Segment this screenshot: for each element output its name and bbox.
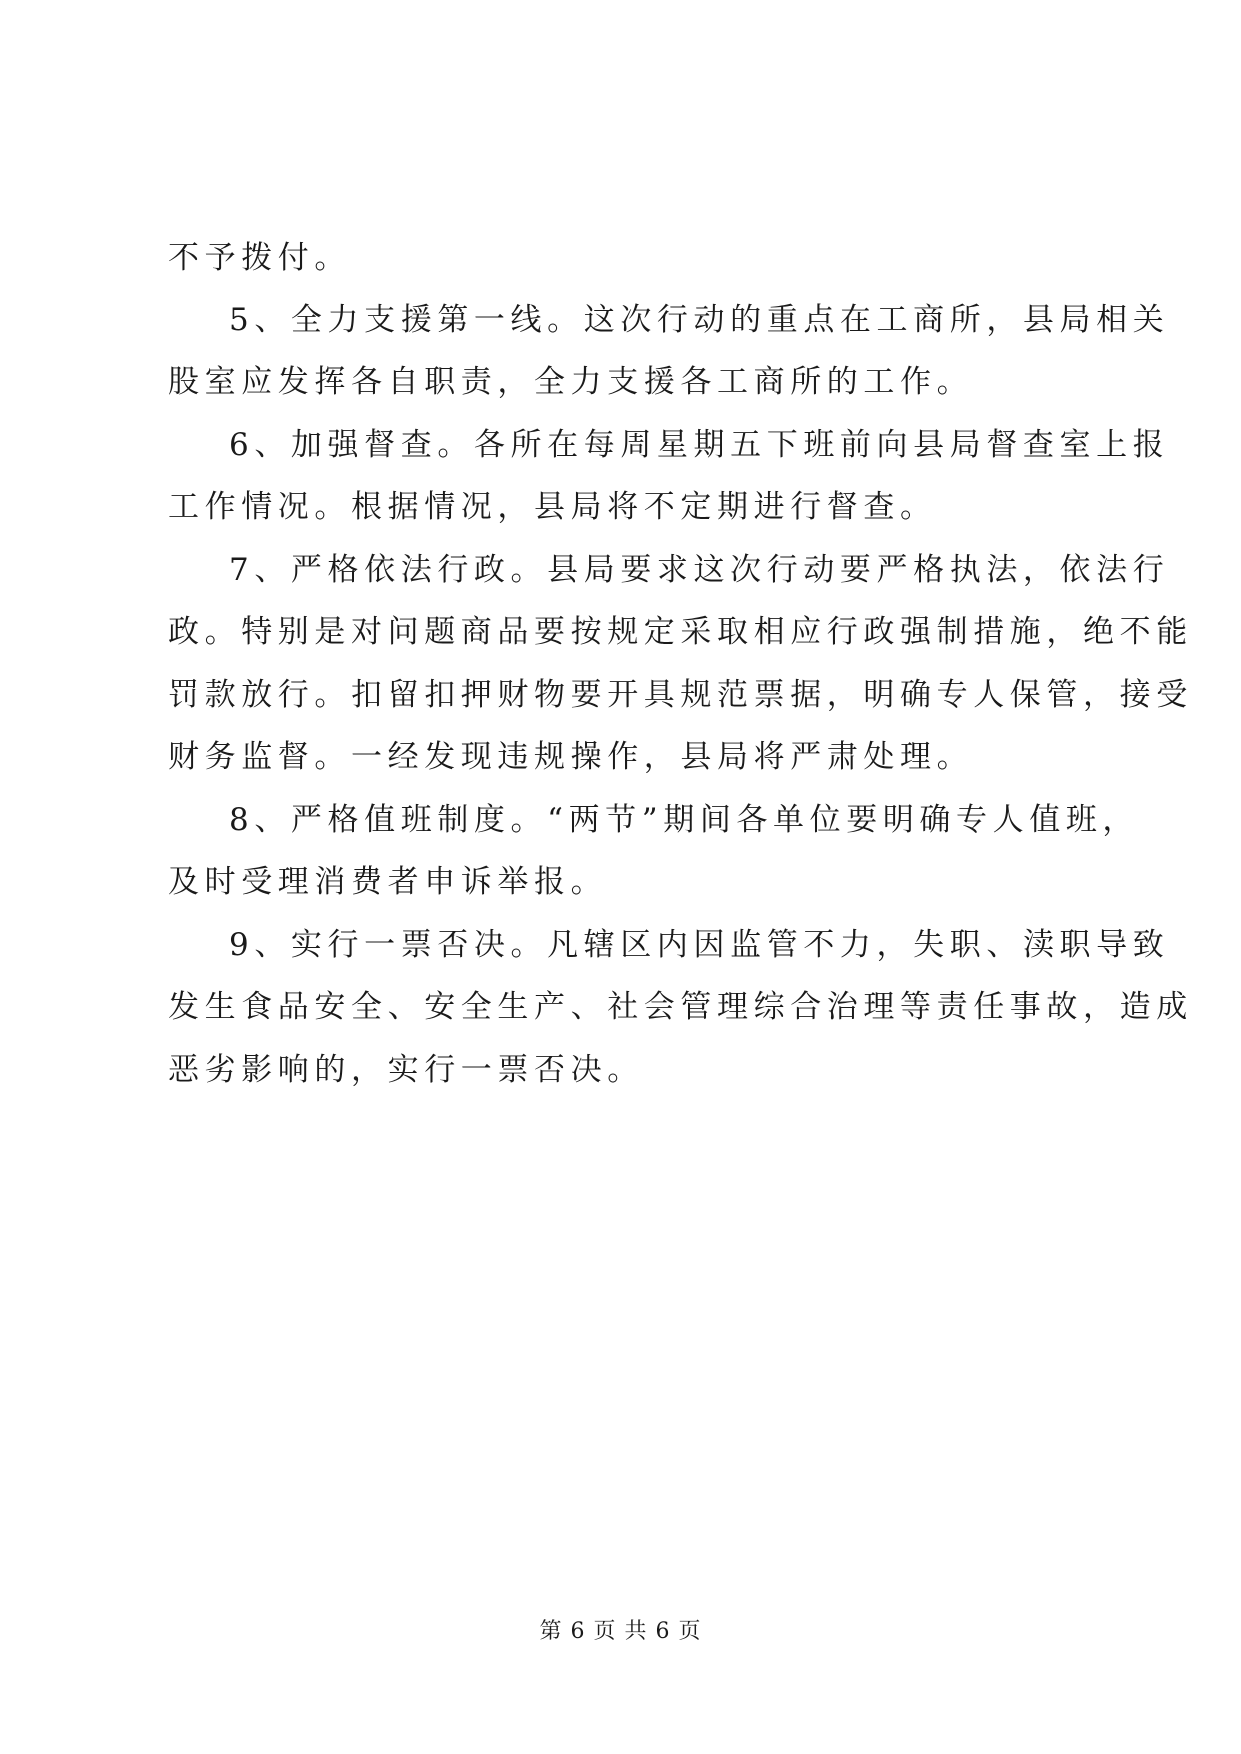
item-8-line-1: 8、严格值班制度。“两节”期间各单位要明确专人值班，: [229, 802, 1140, 838]
item-8-line-2: 及时受理消费者申诉举报。: [168, 864, 608, 900]
item-5-line-1: 5、全力支援第一线。这次行动的重点在工商所，县局相关: [229, 302, 1170, 338]
item-9-line-1: 9、实行一票否决。凡辖区内因监管不力，失职、渎职导致: [229, 927, 1170, 963]
item-9-line-2: 发生食品安全、安全生产、社会管理综合治理等责任事故，造成: [168, 989, 1193, 1025]
paragraph-4-continuation: 不予拨付。: [168, 240, 351, 276]
page-number-footer: 第 6 页 共 6 页: [539, 1619, 702, 1644]
item-6-line-2: 工作情况。根据情况，县局将不定期进行督查。: [168, 489, 937, 525]
item-7-line-2: 政。特别是对问题商品要按规定采取相应行政强制措施，绝不能: [168, 614, 1193, 650]
item-7-line-4: 财务监督。一经发现违规操作，县局将严肃处理。: [168, 739, 974, 775]
item-7-line-1: 7、严格依法行政。县局要求这次行动要严格执法，依法行: [229, 552, 1170, 588]
item-9-line-3: 恶劣影响的，实行一票否决。: [168, 1052, 644, 1088]
item-5-line-2: 股室应发挥各自职责，全力支援各工商所的工作。: [168, 364, 974, 400]
item-6-line-1: 6、加强督查。各所在每周星期五下班前向县局督查室上报: [229, 427, 1170, 463]
item-7-line-3: 罚款放行。扣留扣押财物要开具规范票据，明确专人保管，接受: [168, 677, 1193, 713]
